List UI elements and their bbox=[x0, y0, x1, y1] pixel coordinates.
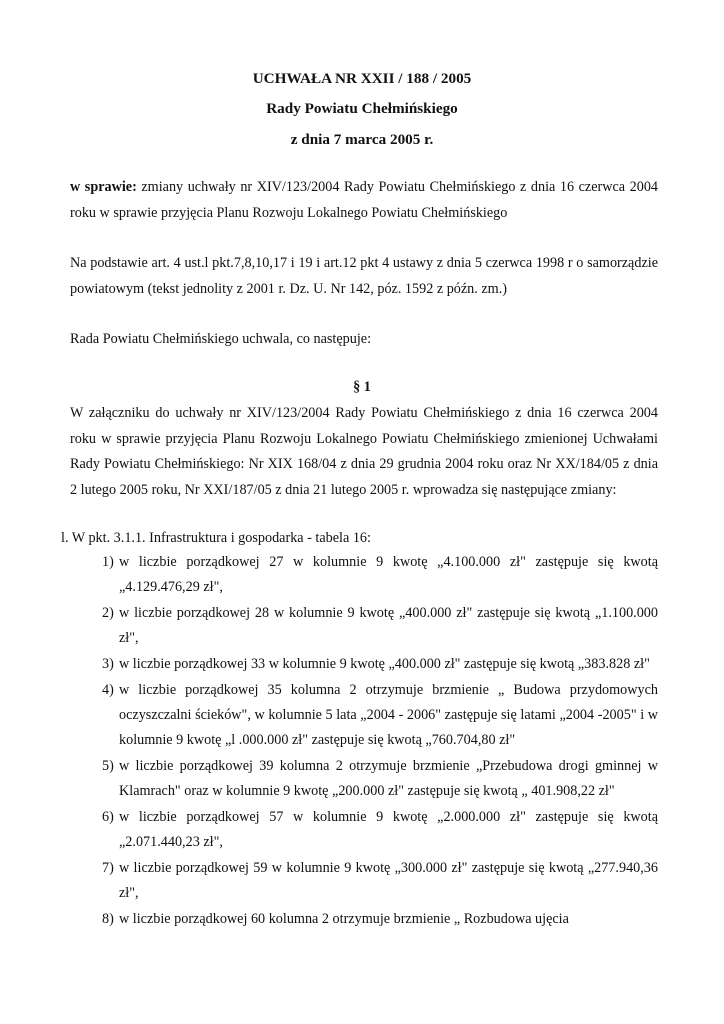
list-item-number: 6) bbox=[102, 809, 114, 825]
list-item-text: w liczbie porządkowej 39 kolumna 2 otrzymuje brzmienie „Przebudowa drogi gminnej w Klamrach" oraz w kolumnie 9 kwotę „200.000 zł" zastępuje się kwotą „ 401.908,22 zł" bbox=[119, 758, 658, 800]
list-item-text: w liczbie porządkowej 27 w kolumnie 9 kwotę „4.100.000 zł" zastępuje się kwotą „4.129.476,29 zł", bbox=[119, 554, 658, 596]
resolution-date: z dnia 7 marca 2005 r. bbox=[290, 131, 434, 148]
list-item-text: w liczbie porządkowej 60 kolumna 2 otrzymuje brzmienie „ Rozbudowa ujęcia bbox=[119, 911, 569, 927]
list-item-text: w liczbie porządkowej 28 w kolumnie 9 kwotę „400.000 zł" zastępuje się kwotą „1.100.000 zł", bbox=[119, 605, 658, 647]
list-item-text: w liczbie porządkowej 59 w kolumnie 9 kwotę „300.000 zł" zastępuje się kwotą „277.940,36 zł", bbox=[119, 860, 658, 902]
section-1-text: W załączniku do uchwały nr XIV/123/2004 Rady Powiatu Chełmińskiego z dnia 16 czerwca 2004 roku w sprawie przyjęcia Planu Rozwoju Lokalnego Powiatu Chełmińskiego zmienionej Uchwałami Rady Powiatu Chełmińskiego: Nr XIX 168/04 z dnia 29 grudnia 2004 roku oraz Nr XX/184/05 z dnia 2 lutego 2005 roku, Nr XXI/187/05 z dnia 21 lutego 2005 r. wprowadza się następujące zmiany: bbox=[70, 405, 658, 498]
list-item-number: 5) bbox=[102, 758, 114, 774]
list-item bbox=[98, 754, 658, 804]
list-item-number: 1) bbox=[102, 554, 114, 570]
list-item bbox=[98, 678, 658, 754]
list-item bbox=[98, 805, 658, 855]
resolution-intro-text: Rada Powiatu Chełmińskiego uchwala, co następuje: bbox=[70, 331, 372, 347]
list-item-number: 7) bbox=[102, 860, 114, 876]
resolution-number: UCHWAŁA NR XXII / 188 / 2005 bbox=[252, 70, 472, 87]
issuing-body: Rady Powiatu Chełmińskiego bbox=[266, 100, 458, 117]
resolution-intro-paragraph bbox=[70, 327, 658, 352]
legal-basis-text: Na podstawie art. 4 ust.l pkt.7,8,10,17 i 19 i art.12 pkt 4 ustawy z dnia 5 czerwca 1998 r o samorządzie powiatowym (tekst jednolity z 2001 r. Dz. U. Nr 142, póz. 1592 z późn. zm.) bbox=[70, 255, 658, 297]
amendment-list bbox=[98, 550, 658, 933]
point-1-label: l. W pkt. 3.1.1. Infrastruktura i gospodarka - tabela 16: bbox=[61, 530, 371, 546]
list-item bbox=[98, 550, 658, 600]
legal-basis-paragraph bbox=[70, 251, 658, 302]
list-item-number: 4) bbox=[102, 681, 114, 698]
subject-label: w sprawie: bbox=[70, 179, 137, 195]
list-item bbox=[98, 601, 658, 651]
subject-text: zmiany uchwały nr XIV/123/2004 Rady Powiatu Chełmińskiego z dnia 16 czerwca 2004 roku w sprawie przyjęcia Planu Rozwoju Lokalnego Powiatu Chełmińskiego bbox=[70, 179, 659, 221]
list-item-number: 2) bbox=[102, 605, 114, 621]
section-1-heading: § 1 bbox=[353, 379, 371, 395]
subject-paragraph bbox=[70, 175, 658, 226]
list-item bbox=[98, 652, 658, 677]
list-item-text: w liczbie porządkowej 57 w kolumnie 9 kwotę „2.000.000 zł" zastępuje się kwotą „2.071.440,23 zł", bbox=[119, 809, 658, 851]
section-1-paragraph bbox=[70, 401, 658, 503]
list-item bbox=[98, 907, 658, 932]
list-item-text: w liczbie porządkowej 33 w kolumnie 9 kwotę „400.000 zł" zastępuje się kwotą „383.828 zł" bbox=[119, 656, 650, 672]
list-item-number: 3) bbox=[102, 656, 114, 672]
list-item-text: w liczbie porządkowej 35 kolumna 2 otrzymuje brzmienie „ Budowa przydomowych oczyszczalni ścieków", w kolumnie 5 lata „2004 - 2006" zastępuje się latami „2004 -2005" i w kolumnie 9 kwotę „l .000.000 zł" zastępuje się kwotą „760.704,80 zł" bbox=[119, 681, 658, 749]
list-item bbox=[98, 856, 658, 906]
list-item-number: 8) bbox=[102, 911, 114, 927]
